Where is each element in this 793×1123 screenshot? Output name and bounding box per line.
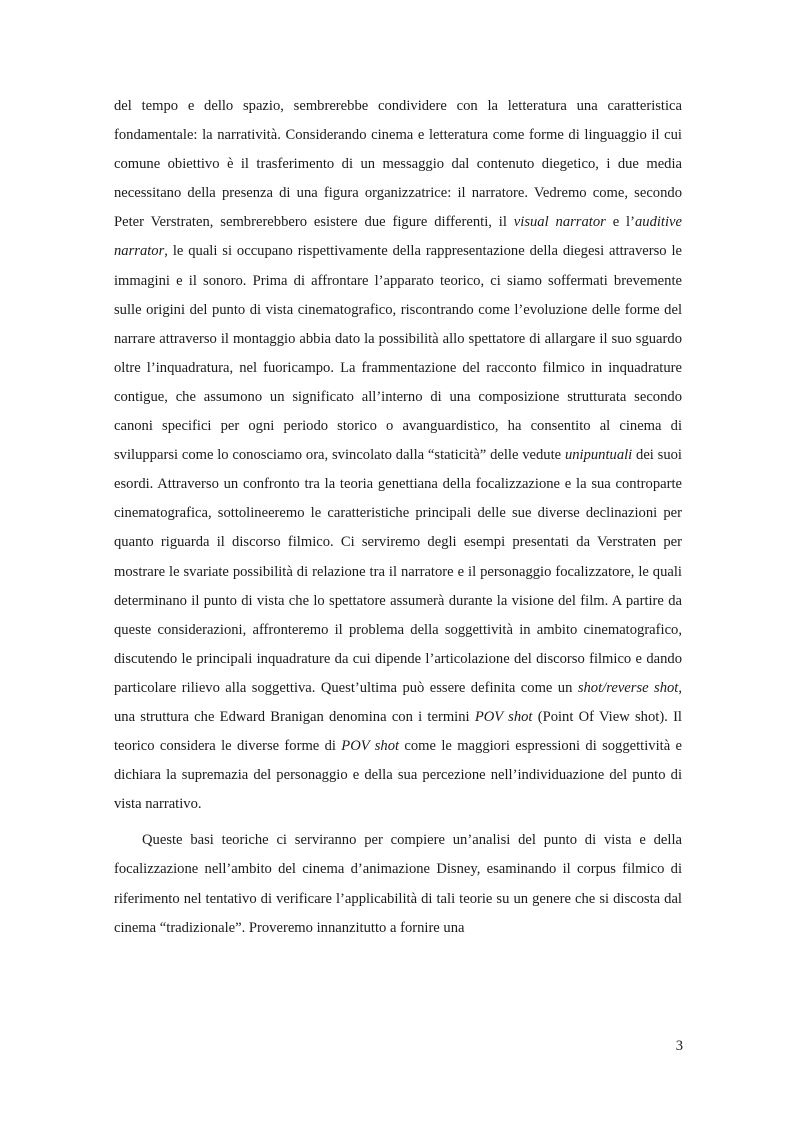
text-segment: e l’ bbox=[605, 214, 635, 231]
text-segment: dei suoi esordi. Attraverso un confronto tra la teoria genettiana della focalizzazione e la sua controparte cinematografica, sottolineeremo le caratteristiche principali delle sue diverse declinazioni per quanto riguarda il discorso filmico. Ci serviremo degli esempi presentati da Verstraten per mostrare le svariate possibilità di relazione tra il narratore e il personaggio focalizzatore, le quali determinano il punto di vista che lo spettatore assumerà durante la visione del film. A partire da queste considerazioni, affronteremo il problema della soggettività in ambito cinematografico, discutendo le principali inquadrature da cui dipende l’articolazione del discorso filmico e dando particolare rilievo alla soggettiva. Quest’ultima può essere definita come un bbox=[114, 447, 682, 696]
italic-term-unipuntuali: unipuntuali bbox=[564, 447, 633, 464]
paragraph-1 bbox=[114, 92, 682, 819]
text-segment: (Point Of View shot). Il teorico considera le diverse forme di bbox=[114, 708, 682, 755]
page-number: 3 bbox=[675, 1038, 683, 1054]
text-segment: , le quali si occupano rispettivamente della rappresentazione della diegesi attraverso le immagini e il sonoro. Prima di affrontare l’apparato teorico, ci siamo soffermati brevemente sulle origini del punto di vista cinematografico, riscontrando come l’evoluzione delle forme del narrare attraverso il montaggio abbia dato la possibilità allo spettatore di allargare il suo sguardo oltre l’inquadratura, nel fuoricampo. La frammentazione del racconto filmico in inquadrature contigue, che assumono un significato all’interno di una composizione strutturata secondo canoni specifici per ogni periodo storico o avanguardistico, ha consentito al cinema di svilupparsi come lo conosciamo ora, svincolato dalla “staticità” delle vedute bbox=[114, 243, 682, 464]
text-segment: come le maggiori espressioni di soggettività e dichiara la supremazia del personaggio e della sua percezione nell’individuazione del punto di vista narrativo. bbox=[114, 738, 682, 813]
italic-term-shot-reverse-shot: shot/reverse shot bbox=[577, 679, 679, 696]
text-segment: Queste basi teoriche ci serviranno per compiere un’analisi del punto di vista e della focalizzazione nell’ambito del cinema d’animazione Disney, esaminando il corpus filmico di riferimento nel tentativo di verificare l’applicabilità di tali teorie su un genere che si discosta dal cinema “tradizionale”. Proveremo innanzitutto a fornire una bbox=[114, 832, 682, 936]
text-segment: , una struttura che Edward Branigan denomina con i termini bbox=[114, 679, 683, 725]
italic-term-pov-shot: POV shot bbox=[341, 738, 400, 755]
paragraph-2 bbox=[114, 826, 682, 942]
italic-term-auditive-narrator: auditive narrator bbox=[114, 214, 682, 260]
text-segment: del tempo e dello spazio, sembrerebbe condividere con la letteratura una caratteristica fondamentale: la narratività. Considerando cinema e letteratura come forme di linguaggio il cui comune obiettivo è il trasferimento di un messaggio dal contenuto diegetico, i due media necessitano della presenza di una figura organizzatrice: il narratore. Vedremo come, secondo Peter Verstraten, sembrerebbero esistere due figure differenti, il bbox=[114, 98, 682, 231]
italic-term-pov-shot: POV shot bbox=[474, 708, 533, 725]
italic-term-visual-narrator: visual narrator bbox=[513, 214, 606, 231]
page-body bbox=[114, 92, 682, 943]
